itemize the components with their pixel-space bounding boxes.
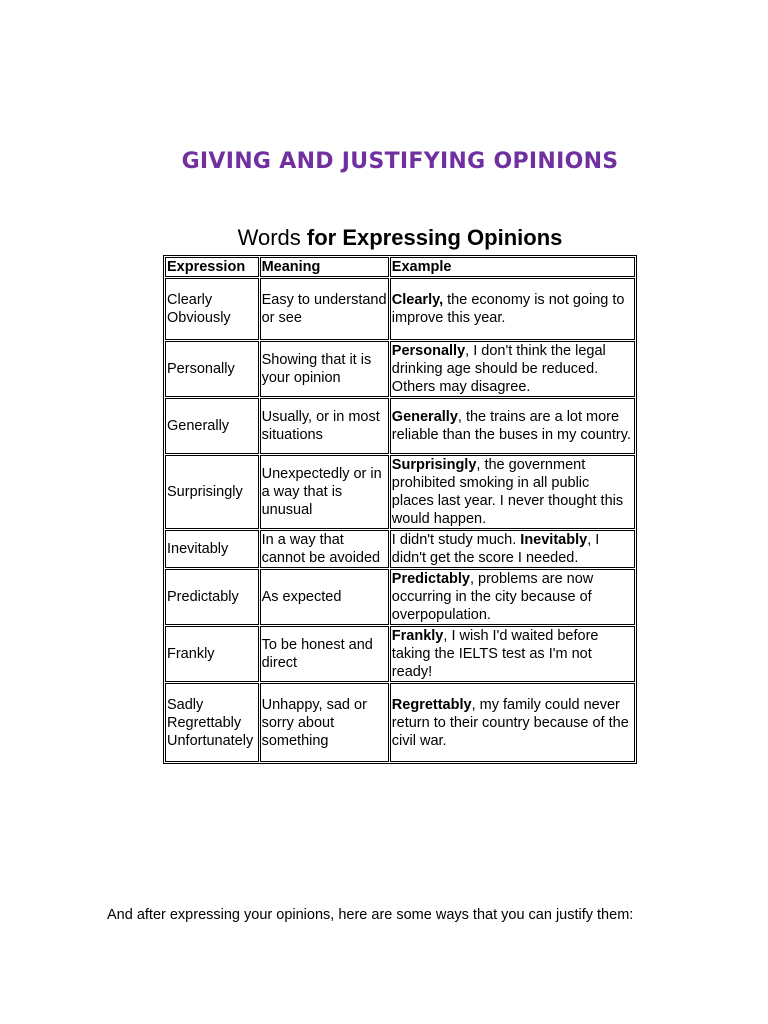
example-cell — [390, 569, 635, 625]
expression-cell: Inevitably — [165, 530, 259, 568]
example-keyword: Frankly — [391, 628, 444, 644]
example-cell — [390, 341, 635, 397]
expression-cell — [165, 278, 259, 340]
example-keyword: Predictably — [391, 571, 470, 587]
opinions-table — [163, 255, 637, 764]
table-row — [165, 683, 635, 762]
example-text: , I wish I'd waited before taking the IELTS test as I'm not ready! — [391, 628, 599, 680]
table-header-row — [165, 257, 635, 277]
example-cell — [390, 278, 635, 340]
meaning-cell: Usually, or in most situations — [260, 398, 389, 454]
expression-text: Unfortunately — [167, 732, 254, 749]
expression-cell — [165, 683, 259, 762]
expression-cell: Personally — [165, 341, 259, 397]
meaning-cell: Unhappy, sad or sorry about something — [260, 683, 389, 762]
example-keyword: Personally — [391, 343, 466, 359]
expression-text: Clearly — [167, 292, 213, 308]
table-row — [165, 278, 635, 340]
table-row — [165, 530, 635, 568]
example-text: , I didn't get the score I needed. — [391, 532, 600, 566]
table-row — [165, 398, 635, 454]
table-row — [165, 341, 635, 397]
header-meaning: Meaning — [260, 257, 389, 277]
meaning-cell: To be honest and direct — [260, 626, 389, 682]
table-row — [165, 569, 635, 625]
header-example: Example — [390, 257, 635, 277]
expression-text: Obviously — [167, 310, 231, 326]
expression-text: Sadly — [167, 696, 204, 713]
example-keyword: Surprisingly — [391, 457, 477, 473]
example-keyword: Clearly, — [391, 292, 444, 308]
example-text: I didn't study much. — [391, 532, 521, 548]
table-row — [165, 626, 635, 682]
example-text: , the trains are a lot more reliable than the buses in my country. — [391, 409, 631, 443]
example-cell — [390, 398, 635, 454]
table-row — [165, 455, 635, 529]
opinions-table-wrapper — [163, 255, 637, 764]
example-text: the economy is not going to improve this year. — [391, 292, 625, 326]
expression-cell: Surprisingly — [165, 455, 259, 529]
example-keyword: Generally — [391, 409, 458, 425]
meaning-cell: In a way that cannot be avoided — [260, 530, 389, 568]
meaning-cell: Showing that it is your opinion — [260, 341, 389, 397]
expression-cell: Frankly — [165, 626, 259, 682]
example-text: , problems are now occurring in the city because of overpopulation. — [391, 571, 594, 623]
table-title — [0, 225, 768, 251]
example-cell — [390, 530, 635, 568]
example-keyword: Regrettably — [391, 696, 472, 713]
meaning-cell: Easy to understand or see — [260, 278, 389, 340]
meaning-cell: Unexpectedly or in a way that is unusual — [260, 455, 389, 529]
example-text: , the government prohibited smoking in all public places last year. I never thought this would happen. — [391, 457, 624, 527]
example-cell — [390, 626, 635, 682]
example-text: , I don't think the legal drinking age should be reduced. Others may disagree. — [391, 343, 606, 395]
expression-cell: Generally — [165, 398, 259, 454]
example-text: , my family could never return to their country because of the civil war. — [391, 696, 629, 749]
example-cell — [390, 455, 635, 529]
table-title-plain: Words — [237, 225, 307, 250]
table-title-bold: for Expressing Opinions — [306, 225, 563, 250]
page-title: GIVING AND JUSTIFYING OPINIONS — [181, 149, 619, 174]
expression-text: Regrettably — [167, 714, 242, 731]
example-cell — [390, 683, 635, 762]
header-expression: Expression — [165, 257, 259, 277]
expression-cell: Predictably — [165, 569, 259, 625]
example-keyword: Inevitably — [520, 532, 588, 548]
justify-intro-paragraph: And after expressing your opinions, here are some ways that you can justify them: — [107, 907, 634, 923]
meaning-cell: As expected — [260, 569, 389, 625]
